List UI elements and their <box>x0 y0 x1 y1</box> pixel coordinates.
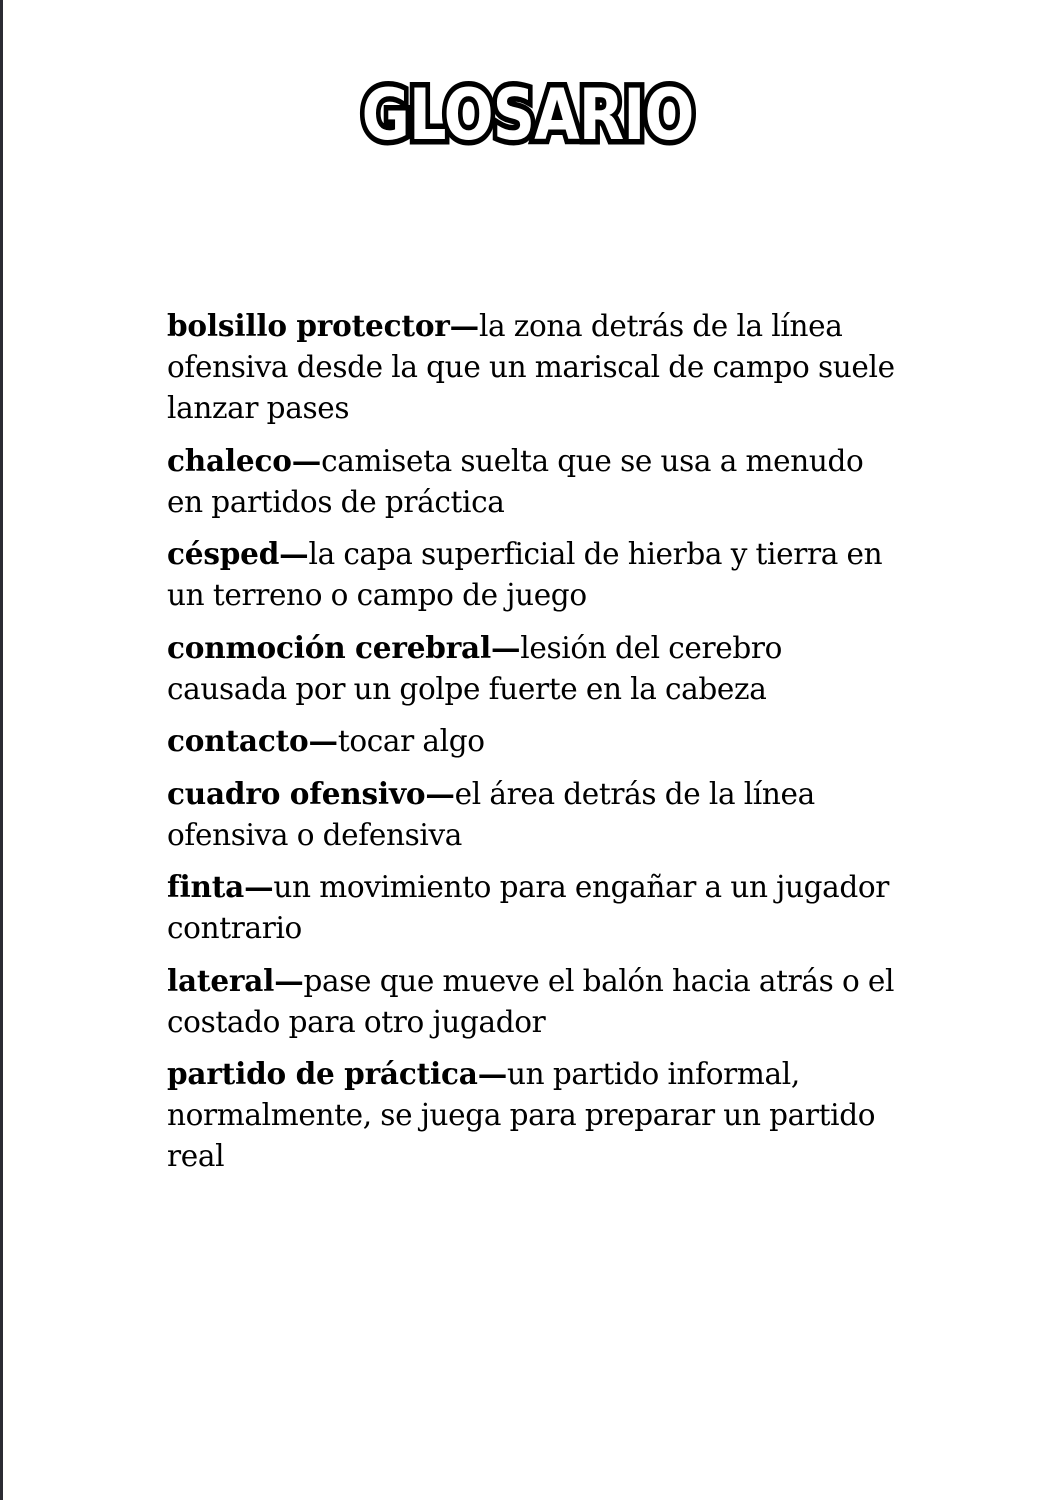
glossary-separator: — <box>244 869 274 904</box>
glossary-term: chaleco <box>167 442 292 478</box>
glossary-term: cuadro ofensivo <box>167 775 426 811</box>
glossary-definition: camiseta suelta que se usa a menudo en partidos de práctica <box>167 443 864 519</box>
glossary-definition: un partido informal, normalmente, se juega para preparar un partido real <box>167 1057 876 1173</box>
glossary-entry <box>167 720 897 762</box>
glossary-separator: — <box>425 775 455 811</box>
glossary-term: lateral <box>167 962 275 998</box>
glossary-entry <box>167 305 897 429</box>
glossary-separator: — <box>291 442 322 478</box>
glossary-term: césped <box>167 536 280 571</box>
glossary-separator: — <box>308 723 338 758</box>
glossary-entry <box>167 1053 897 1177</box>
glossary-term: conmoción cerebral <box>167 629 491 665</box>
glossary-term: finta <box>167 869 245 904</box>
glossary-entry-list <box>167 305 897 1177</box>
glossary-term: bolsillo protector <box>167 308 450 343</box>
glossary-definition: un movimiento para engañar a un jugador contrario <box>167 870 890 945</box>
page-title <box>3 74 1050 156</box>
glossary-definition: pase que mueve el balón hacia atrás o el costado para otro jugador <box>167 963 895 1039</box>
glossary-definition: lesión del cerebro causada por un golpe fuerte en la cabeza <box>167 630 783 706</box>
glossary-definition: tocar algo <box>337 724 485 758</box>
glossary-separator: — <box>490 629 521 665</box>
glossary-separator: — <box>279 536 309 571</box>
glossary-separator: — <box>477 1056 508 1091</box>
glossary-entry <box>167 440 897 523</box>
glossary-entry <box>167 533 897 616</box>
glossary-entry <box>167 773 897 856</box>
glossary-definition: la capa superficial de hierba y tierra en un terreno o campo de juego <box>167 537 883 612</box>
glossary-definition: el área detrás de la línea ofensiva o defensiva <box>167 776 815 852</box>
glossary-entry <box>167 627 897 710</box>
glossary-entry <box>167 866 897 949</box>
glossary-separator: — <box>274 962 304 998</box>
page-title-text: GLOSARIO <box>362 74 694 156</box>
glossary-separator: — <box>449 308 479 343</box>
glossary-term: partido de práctica <box>167 1056 478 1091</box>
glossary-term: contacto <box>167 723 309 758</box>
glossary-definition: la zona detrás de la línea ofensiva desde la que un mariscal de campo suele lanzar pases <box>167 309 895 425</box>
glossary-entry <box>167 960 897 1043</box>
